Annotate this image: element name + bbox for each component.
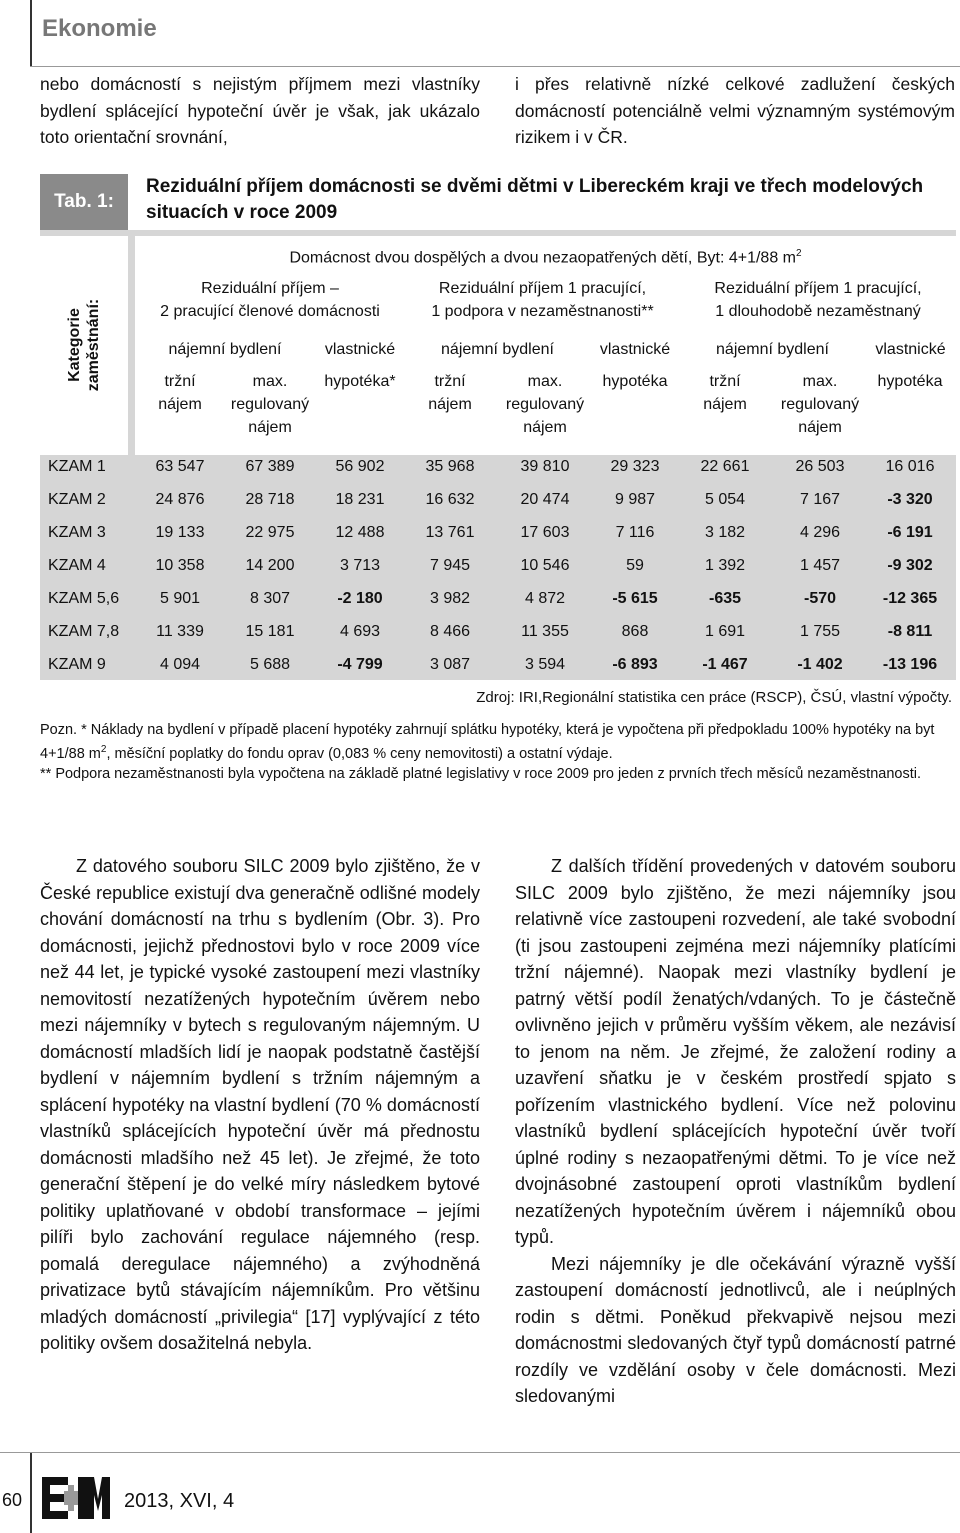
table-cell: 63 547 (155, 458, 205, 475)
table-cell: -12 365 (882, 590, 938, 607)
table-cell: -6 191 (887, 524, 933, 541)
sub-header-line: nájem (703, 396, 747, 413)
body-left-column (40, 853, 480, 1357)
table-cell: 11 355 (521, 623, 569, 640)
row-label: KZAM 3 (48, 524, 106, 541)
table-cell: 29 323 (610, 458, 660, 475)
sub-header-line: regulovaný (505, 396, 585, 413)
table-cell: 15 181 (245, 623, 295, 640)
table-cell: 3 182 (704, 524, 746, 541)
table-badge: Tab. 1: (40, 174, 128, 230)
table-cell: 67 389 (245, 458, 295, 475)
table-cell: 1 392 (704, 557, 746, 574)
tenure-header-5: nájemní bydlení (716, 341, 829, 358)
sub-header-4 (405, 370, 495, 439)
issue-info: 2013, XVI, 4 (124, 1490, 235, 1512)
group-3-line1: Reziduální příjem 1 pracující, (714, 280, 922, 297)
sub-header-line: tržní (709, 373, 741, 390)
sub-header-8 (775, 370, 865, 439)
tenure-header-3: nájemní bydlení (441, 341, 554, 358)
table-cell: 35 968 (425, 458, 475, 475)
table-cell: -3 320 (887, 491, 933, 508)
category-label-line1: Kategorie (66, 308, 83, 382)
table-cell: 18 231 (335, 491, 385, 508)
body-right-paragraph-2: Mezi nájemníky je dle očekávání výrazně vyšší zastoupení domácností jednotlivců, ale i neúplných rodin s dětmi. Poněkud překvapivě nejsou mezi domácnostmi sledovaných čtyř typů domácností patrné rozdíly ve vzdělání osoby v čele domácnosti. Mezi sledovanými (515, 1253, 956, 1406)
note-1-sup: 2 (100, 744, 107, 755)
table-cell: 20 474 (520, 491, 570, 508)
sub-header-line: nájem (428, 396, 472, 413)
table-cell: 10 358 (155, 557, 205, 574)
sub-header-line: nájem (798, 419, 842, 436)
category-label (65, 299, 103, 391)
row-label: KZAM 4 (48, 557, 106, 574)
table-cell: -1 402 (797, 656, 843, 673)
sub-header-line: tržní (164, 373, 196, 390)
journal-logo (42, 1475, 114, 1526)
tenure-header-2: vlastnické (324, 341, 396, 358)
table-cell: 4 693 (339, 623, 381, 640)
table-cell: 3 087 (429, 656, 471, 673)
body-left-paragraph: Z datového souboru SILC 2009 bylo zjištěno, že v České republice existují dva generačně odlišné modely chování domácností na trhu s bydlením (Obr. 3). Pro domácnosti, jejichž přednostovi bylo v roce 2009 více než 44 let, je typické vysoké zastoupení mezi vlastníky nemovitostí nezatížených hypotečním úvěrem nebo mezi nájemníky v bytech s regulovaným nájemným. U domácností mladších lidí je naopak podstatně častější bydlení v nájemním bydlení s tržním nájemným a splácení hypotéky na vlastní bydlení (70 % domácností vlastníků splácejících hypoteční úvěr má přednostu domácnosti mladšího než 45 let). Je zřejmé, že toto generační štěpení je do velké míry následkem bytové politiky uplatňované v období transformace – jejími pilíři bylo zachování regulace nájemného (resp. pomalá deregulace nájemného) a zvýhodněná privatizace bytů stávajícím nájemníkům. Pro většinu mladých domácností „privilegia“ [17] vyplývající z této politiky ovšem dosažitelná nebyla. (40, 856, 480, 1353)
intro-right-text: i přes relativně nízké celkové zadlužení českých domácností potenciálně velmi významným systémovým rizikem i v ČR. (515, 74, 955, 147)
sub-header-line: hypotéka (602, 373, 668, 390)
table-cell: 5 054 (704, 491, 746, 508)
table-cell: 1 755 (799, 623, 841, 640)
sub-header-line (135, 416, 225, 439)
household-header (135, 242, 956, 269)
intro-right-column (515, 71, 955, 151)
household-sup: 2 (795, 248, 802, 259)
sub-header-line (865, 393, 955, 416)
table-cell: 4 094 (159, 656, 201, 673)
group-3-line2: 1 dlouhodobě nezaměstnaný (715, 303, 921, 320)
note-2: ** Podpora nezaměstnanosti byla vypočtena na základě platné legislativy v roce 2009 pro jeden z prvních třech měsíců nezaměstnanosti. (40, 765, 921, 782)
row-label: KZAM 5,6 (48, 590, 120, 607)
sub-header-7 (680, 370, 770, 439)
group-header-1 (135, 277, 405, 323)
table-cell: 11 339 (156, 623, 204, 640)
table-cell: 8 307 (249, 590, 291, 607)
category-label-line2: zaměstnání: (85, 298, 102, 392)
page-number: 60 (2, 1490, 23, 1510)
sub-header-line: nájem (248, 419, 292, 436)
table-cell: 10 546 (520, 557, 570, 574)
group-2-line2: 1 podpora v nezaměstnanosti** (431, 303, 654, 320)
sub-header-2 (225, 370, 315, 439)
table-cell: 7 167 (799, 491, 841, 508)
table-cell: 1 457 (799, 557, 841, 574)
sub-header-line (590, 416, 680, 439)
row-label: KZAM 9 (48, 656, 106, 673)
sub-header-6 (590, 370, 680, 439)
footer-rule (0, 1452, 960, 1453)
table-cell: 28 718 (245, 491, 295, 508)
table-cell: 3 982 (429, 590, 471, 607)
table-cell: 9 987 (614, 491, 656, 508)
table-cell: 13 761 (425, 524, 475, 541)
sub-header-line: max. (252, 373, 288, 390)
table-cell: 22 975 (245, 524, 295, 541)
table-cell: 16 632 (425, 491, 475, 508)
intro-left-text: nebo domácností s nejistým příjmem mezi vlastníky bydlení splácející hypoteční úvěr je však, jak ukázalo toto orientační srovnání, (40, 74, 480, 147)
table-cell: 14 200 (245, 557, 295, 574)
intro-left-column (40, 71, 480, 151)
note-1-part-b: , měsíční poplatky do fondu oprav (0,083 % ceny nemovitosti) a ostatní výdaje. (106, 745, 613, 762)
sub-header-9 (865, 370, 955, 439)
header-rule (30, 66, 960, 67)
tenure-header-1: nájemní bydlení (168, 341, 282, 358)
sub-header-line (315, 416, 405, 439)
sub-header-line: max. (802, 373, 838, 390)
group-1-line2: 2 pracující členové domácnosti (160, 303, 380, 320)
table-cell: 17 603 (520, 524, 570, 541)
table-cell: 7 945 (429, 557, 471, 574)
table-cell: -4 799 (337, 656, 383, 673)
row-label: KZAM 1 (48, 458, 106, 475)
sub-header-line (405, 416, 495, 439)
table-cell: 56 902 (335, 458, 385, 475)
table-cell: 26 503 (795, 458, 845, 475)
table-cell: 5 901 (159, 590, 201, 607)
sub-header-line (865, 416, 955, 439)
table-cell: 3 713 (339, 557, 381, 574)
table-cell: 59 (626, 557, 644, 574)
sub-header-line: max. (527, 373, 563, 390)
group-header-3 (680, 277, 956, 323)
sub-header-5 (500, 370, 590, 439)
body-right-paragraph-1: Z dalších třídění provedených v datovém souboru SILC 2009 bylo zjištěno, že mezi nájemníky jsou relativně více zastoupeni rozvedení, ale také svobodní (ti jsou zastoupeni zejména mezi nájemníky platícími tržní nájemné). Naopak mezi vlastníky bydlení je patrný větší podíl ženatých/vdaných. To je částečně ovlivněno jejich v průměru vyšším věkem, ale nezávisí to jenom na něm. Je zřejmé, že založení rodiny a uzavření sňatku je v českém prostředí spjato s pořízením vlastnického bydlení. Více než polovinu vlastníků bydlení splácejících hypoteční úvěr tvoří úplné rodiny s nezaopatřenými dětmi. To je více než dvojnásobné zastoupení oproti vlastníkům bydlení nezatížených hypotečním úvěrem i nájemníků obou typů. (515, 856, 956, 1247)
sub-header-3 (315, 370, 405, 439)
row-label: KZAM 2 (48, 491, 106, 508)
table-cell: 22 661 (700, 458, 750, 475)
table-title: Reziduální příjem domácnosti se dvěmi dětmi v Libereckém kraji ve třech modelových situacích v roce 2009 (146, 176, 924, 223)
section-title: Ekonomie (42, 15, 157, 42)
tenure-header-4: vlastnické (599, 341, 671, 358)
table-cell: 5 688 (249, 656, 291, 673)
em-logo-icon (42, 1475, 114, 1521)
note-1-part-a: Pozn. * Náklady na bydlení v případě placení hypotéky zahrnují splátku hypotéky, která je vypočtena při předpokladu 100% hypotéky na byt 4+1/88 m (40, 722, 935, 762)
table-cell: 16 016 (885, 458, 935, 475)
table-cell: 868 (621, 623, 649, 640)
table-cell: 3 594 (524, 656, 566, 673)
table-cell: -5 615 (612, 590, 658, 607)
table-cell: 1 691 (704, 623, 746, 640)
sub-header-1 (135, 370, 225, 439)
sub-header-line (315, 393, 405, 416)
table-cell: 7 116 (615, 524, 655, 541)
tenure-header-6: vlastnické (875, 341, 946, 358)
sub-header-line: regulovaný (230, 396, 310, 413)
table-notes (40, 720, 956, 784)
household-text: Domácnost dvou dospělých a dvou nezaopatřených dětí, Byt: 4+1/88 m (289, 249, 796, 267)
group-1-line1: Reziduální příjem – (201, 280, 339, 297)
footer-bar (30, 1453, 32, 1533)
sub-header-line: tržní (434, 373, 466, 390)
table-cell: -6 893 (612, 656, 658, 673)
table-cell: -1 467 (702, 656, 748, 673)
table-cell: -8 811 (887, 623, 933, 640)
header-bar (30, 0, 32, 66)
sub-header-line: nájem (523, 419, 567, 436)
sub-header-line: hypotéka (877, 373, 943, 390)
table-cell: 12 488 (335, 524, 385, 541)
table-cell: -2 180 (337, 590, 383, 607)
table-source: Zdroj: IRI,Regionální statistika cen práce (RSCP), ČSÚ, vlastní výpočty. (476, 689, 952, 706)
table-cell: -570 (803, 590, 837, 607)
group-2-line1: Reziduální příjem 1 pracující, (438, 280, 647, 297)
table-cell: 4 296 (799, 524, 841, 541)
table-cell: 24 876 (155, 491, 205, 508)
sub-header-line (680, 416, 770, 439)
table-cell: 39 810 (520, 458, 570, 475)
row-label: KZAM 7,8 (48, 623, 120, 640)
table-cell: -13 196 (882, 656, 938, 673)
table-cell: 19 133 (155, 524, 205, 541)
table-cell: -9 302 (887, 557, 933, 574)
sub-header-line: nájem (158, 396, 202, 413)
table-cell: -635 (708, 590, 742, 607)
sub-header-line: regulovaný (780, 396, 860, 413)
table-cell: 8 466 (429, 623, 471, 640)
sub-header-line: hypotéka* (324, 373, 396, 390)
note-1 (40, 720, 956, 764)
body-right-column (515, 853, 956, 1410)
table-cell: 4 872 (524, 590, 566, 607)
group-header-2 (405, 277, 680, 323)
sub-header-line (590, 393, 680, 416)
